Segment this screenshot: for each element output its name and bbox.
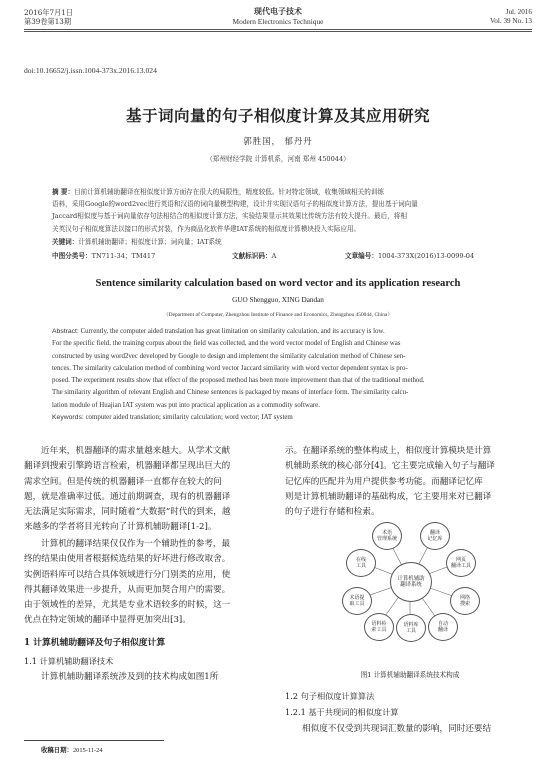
text-line: 题，就是准确率过低。通过前期调查，现有的机器翻译 [24, 491, 231, 502]
keywords-en [52, 412, 293, 424]
node-corpus-search [364, 613, 394, 641]
header-issue: Vol. 39 No. 13 [490, 17, 532, 25]
body-right-para1 [285, 444, 535, 520]
abstract-en-line: The similarity algorithm of relevant English and Chinese sentences is packaged by means of interface form. The similarity calcu- [52, 389, 409, 397]
section-heading-1: 1 计算机辅助翻译及句子相似度计算 [24, 638, 166, 648]
text-line: 则是计算机辅助翻译的基础构成，它主要用来对已翻译 [285, 491, 492, 502]
node-label: 语料检 索工具 [371, 620, 387, 633]
node-label: 术语提 取工具 [349, 594, 365, 607]
text-line: 实例语料库可以结合具体领域进行分门别类的应用，使 [24, 569, 231, 580]
authors-cn: 郭胜国， 郁丹丹 [243, 136, 313, 146]
received-label: 收稿日期： [41, 746, 73, 754]
text-line: 无法满足实际需求，同时随着“大数据”时代的到来，越 [24, 507, 231, 518]
footnote-rule [24, 740, 164, 741]
doi: doi:10.16652/j.issn.1004-373x.2016.13.024 [24, 66, 157, 75]
text-line: 需求空间。但是传统的机器翻译一直都存在较大的问 [24, 476, 222, 487]
authors-en: GUO Shengguo, XING Dandan [232, 296, 324, 304]
keywords-en-label: Keywords: [52, 414, 84, 421]
node-label: 计算机辅助 翻译系统 [397, 575, 425, 588]
abstract-en-line: constructed by using word2vec developed by Google to design and implement the similarity calculation method of Chinese sen- [52, 352, 406, 360]
node-label: 翻译 记忆库 [427, 529, 443, 542]
node-label: 网络 搜索 [459, 594, 470, 607]
header-rule-2 [24, 31, 532, 32]
article-number-value: 1004-373X(2016)13-0099-04 [377, 252, 475, 260]
text-line: 终的结果由使用者根据候选结果的好坏进行修改取舍。 [24, 554, 231, 565]
journal-name-cn: 现代电子技术 [254, 6, 302, 16]
abstract-en-line: For the specific field, the training corpus about the field was collected, and the word vector model of English and Chinese was [52, 340, 401, 348]
text-line: 近年来，机器翻译的需求量越来越大。从学术文献 [41, 446, 231, 456]
text-line: 记忆库的匹配并为用户提供参考功能。而翻译记忆库 [285, 476, 483, 487]
body-left-para2 [24, 537, 276, 629]
header-month: Jul. 2016 [505, 8, 532, 16]
node-cat-system [390, 562, 432, 602]
node-translation-memory [420, 522, 450, 550]
subsection-heading-1-2: 1.2 句子相似度计算算法 [285, 691, 375, 701]
node-online-tool [346, 549, 376, 577]
node-label: 在线 工具 [355, 556, 366, 569]
keywords-en-text: computer aided translation; similarity calculation; word vector; IAT system [85, 414, 293, 421]
received-date [41, 745, 103, 754]
abstract-cn-line: 语料，采用Google的word2vec进行英语和汉语的词向量模型构建，设计并实现汉语句子的相似度计算方法，提出基于词向量 [52, 200, 418, 209]
node-label: 术语 管理系统 [376, 529, 397, 542]
doc-code [232, 250, 276, 262]
text-line: 优点在特定领域的翻译中显得更加突出[3]。 [24, 615, 191, 626]
paper-title-en: Sentence similarity calculation based on word vector and its application research [95, 278, 461, 289]
node-label: 网页 翻译工具 [450, 556, 471, 569]
abstract-cn-line: 关英汉句子相似度算法以接口的形式封装，作为商品化软件华建IAT系统的相似度计算模块投入实际应用。 [52, 224, 361, 233]
affiliation-en: （Department of Computer, Zhengzhou Institute of Finance and Economics, Zhengzhou 450044, China） [163, 312, 393, 318]
doc-code-value: A [271, 252, 277, 260]
doc-code-label: 文献标识码： [232, 252, 272, 260]
affiliation-cn: （郑州财经学院 计算机系，河南 郑州 450044） [206, 155, 350, 163]
header-date: 2016年7月1日 [24, 8, 74, 17]
abstract-cn [52, 186, 504, 235]
text-line: 机辅助系统的核心部分[4]。它主要完成输入句子与翻译 [285, 461, 495, 472]
node-label: 语料库 工具 [403, 621, 419, 634]
abstract-cn-line: 目前计算机辅助翻译在相似度计算方面存在很大的局限性，精度较低。针对特定领域，收集领域相关的训练 [74, 188, 384, 196]
subsection-heading-1-2-1: 1.2.1 基于共现词的相似度计算 [285, 707, 399, 717]
text-line: 翻译到搜索引擎跨语言检索，机器翻译都呈现出巨大的 [24, 461, 231, 472]
article-number-label: 文章编号： [345, 252, 378, 260]
abstract-cn-label: 摘 要： [52, 188, 75, 196]
node-term-extraction [342, 587, 372, 615]
text-line: 示。在翻译系统的整体构成上，相似度计算模块是计算 [285, 446, 492, 456]
header-rule [24, 29, 532, 30]
subsection-heading-1-1: 1.1 计算机辅助翻译技术 [24, 656, 114, 666]
header-volume: 第39卷第13期 [24, 17, 72, 26]
node-web-translation [446, 549, 476, 577]
abstract-en-label: Abstract: [52, 328, 79, 335]
abstract-en [52, 326, 507, 412]
clc-label: 中图分类号： [52, 252, 92, 260]
text-line: 的句子进行存储和检索。 [285, 507, 380, 518]
body-left-para1 [24, 444, 276, 536]
abstract-en-line: tences. The similarity calculation method of combining word vector Jaccard similarity with word vector dependent syntax is pro- [52, 364, 408, 372]
abstract-cn-line: Jaccard相似度与基于词向量依存句法相结合的相似度计算方法，实验结果显示其效果比传统方法有较大提升。最后，将相 [52, 212, 407, 221]
abstract-en-line: posed. The experiment results show that effect of the proposed method has been more improvement than that of the traditional method. [52, 377, 425, 385]
node-web-search [450, 587, 480, 615]
journal-name-en: Modern Electronics Technique [232, 17, 324, 26]
clc-value: TN711-34；TM417 [91, 252, 156, 260]
node-label: 自动 翻译 [437, 620, 448, 633]
abstract-en-line: Currently, the computer aided translation has great limitation on similarity calculation, and its accuracy is low. [80, 328, 385, 335]
body-left-para3: 计算机辅助翻译系统涉及到的技术构成如图1所 [41, 672, 219, 682]
text-line: 由于领域性的差异，尤其是专业术语较多的时候，这一 [24, 600, 231, 611]
article-number [345, 250, 474, 262]
received-value: 2015-11-24 [72, 747, 103, 754]
paper-title-cn: 基于词向量的句子相似度计算及其应用研究 [125, 106, 430, 125]
keywords-cn-text: 计算机辅助翻译；相似度计算；词向量；IAT系统 [78, 238, 222, 246]
node-terminology [372, 522, 402, 550]
abstract-en-line: lation module of Huajian IAT system was put into practical application as a commodity software. [52, 401, 320, 409]
figure-1-diagram [340, 522, 480, 640]
keywords-cn-label: 关键词： [52, 238, 79, 246]
text-line: 计算机的翻译结果仅仅作为一个辅助性的参考，最 [41, 539, 231, 549]
text-line: 得其翻译效果进一步提升，从而更加契合用户的需要。 [24, 584, 231, 595]
node-corpus-tool [396, 614, 426, 642]
figure-1-caption: 图1 计算机辅助翻译系统技术构成 [360, 671, 460, 679]
body-right-para2: 相似度不仅受到共现词汇数量的影响，同时还要结 [302, 724, 492, 734]
text-line: 来越多的学者将目光转向了计算机辅助翻译[1-2]。 [24, 522, 217, 533]
clc-number [52, 250, 155, 262]
keywords-cn [52, 236, 222, 248]
node-auto-translation [428, 613, 458, 641]
